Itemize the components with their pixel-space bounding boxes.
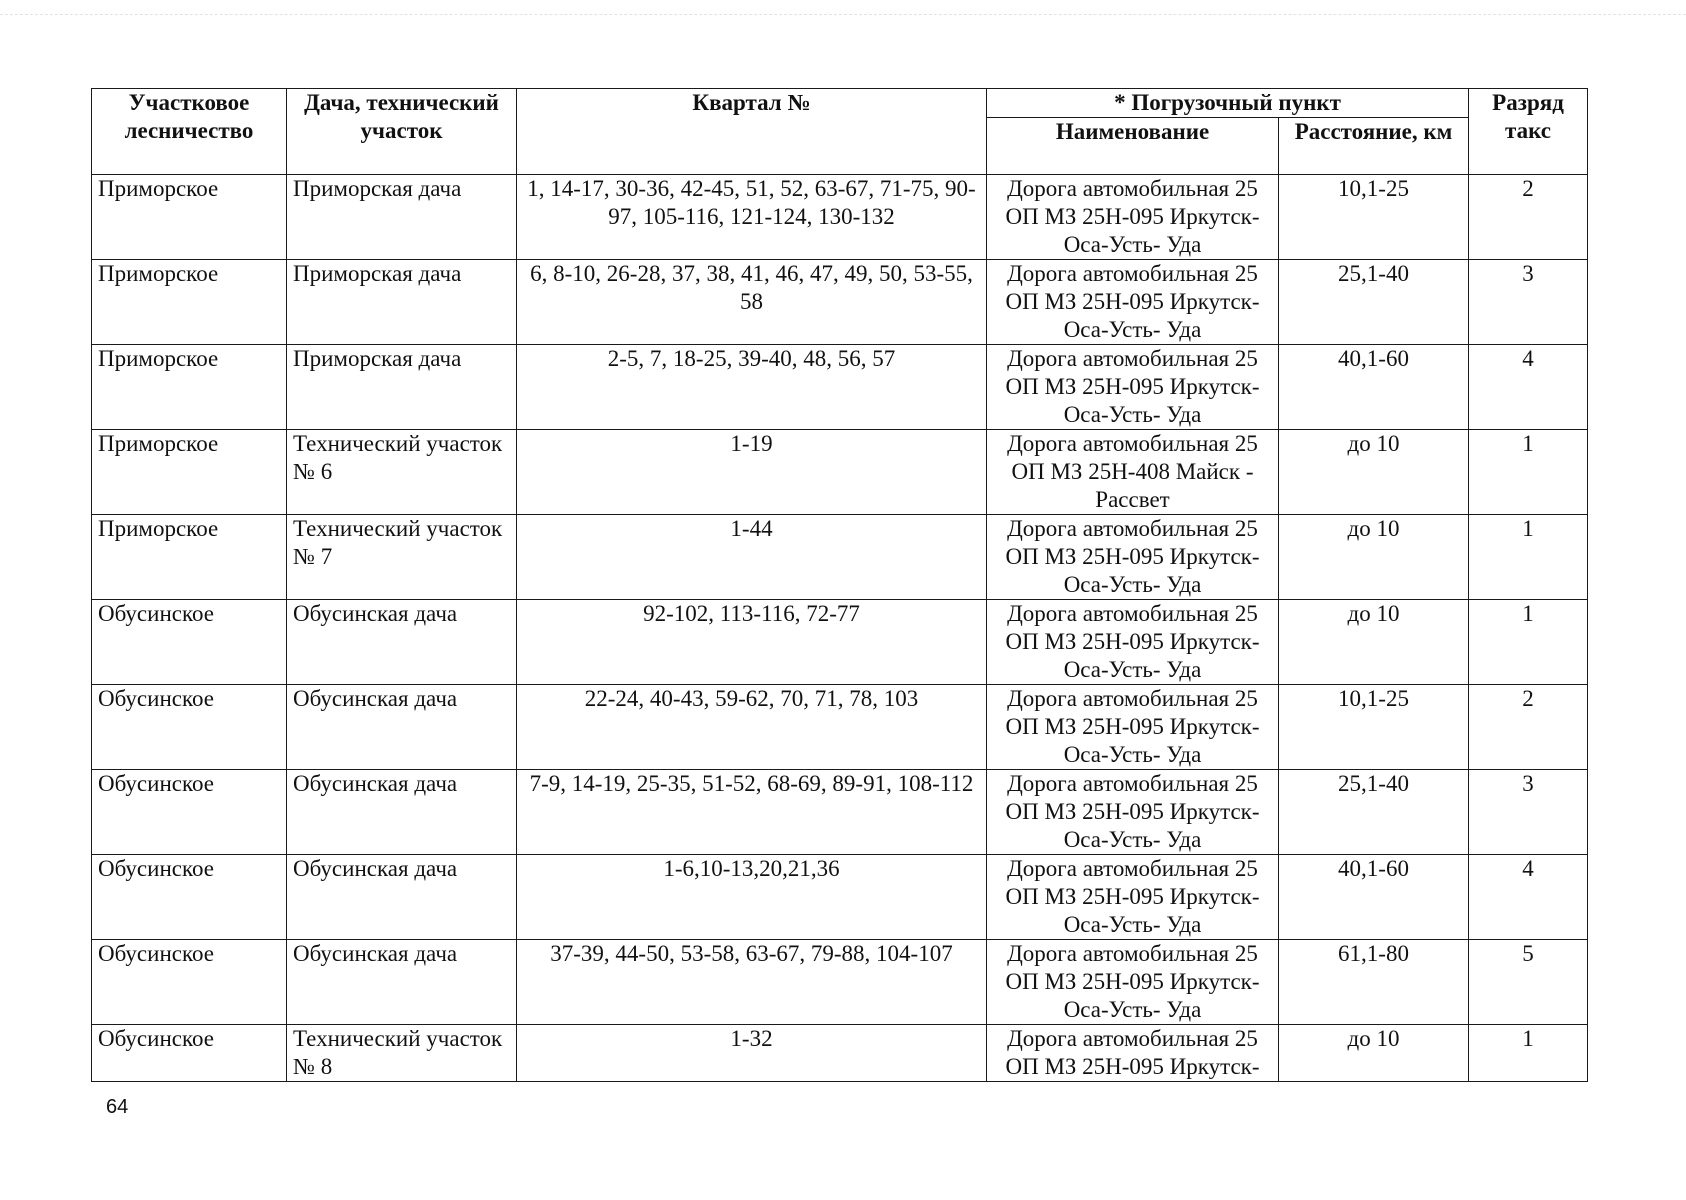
cell-loading-point-name: Дорога автомобильная 25 ОП МЗ 25Н-095 Иркутск-Оса-Усть- Уда (987, 515, 1279, 600)
cell-forestry: Обусинское (92, 1025, 287, 1082)
cell-loading-point-name: Дорога автомобильная 25 ОП МЗ 25Н-095 Иркутск-Оса-Усть- Уда (987, 600, 1279, 685)
cell-rank: 3 (1469, 770, 1588, 855)
header-forestry: Участковое лесничество (92, 89, 287, 175)
cell-rank: 1 (1469, 1025, 1588, 1082)
cell-forestry: Приморское (92, 430, 287, 515)
scan-edge (0, 0, 1686, 15)
cell-loading-point-name: Дорога автомобильная 25 ОП МЗ 25Н-095 Иркутск-Оса-Усть- Уда (987, 175, 1279, 260)
cell-forestry: Обусинское (92, 940, 287, 1025)
name-line: Дорога автомобильная 25 (1007, 1026, 1258, 1051)
cell-distance: до 10 (1279, 600, 1469, 685)
table-row (92, 855, 1588, 940)
cell-kvartal: 1-19 (517, 430, 987, 515)
cell-rank: 2 (1469, 175, 1588, 260)
cell-rank: 4 (1469, 345, 1588, 430)
cell-rank: 4 (1469, 855, 1588, 940)
cell-forestry: Приморское (92, 175, 287, 260)
cell-dacha: Обусинская дача (287, 940, 517, 1025)
cell-forestry: Обусинское (92, 770, 287, 855)
cell-dacha: Обусинская дача (287, 685, 517, 770)
table-row (92, 515, 1588, 600)
cell-rank: 3 (1469, 260, 1588, 345)
cell-dacha: Обусинская дача (287, 855, 517, 940)
table-row (92, 430, 1588, 515)
header-name: Наименование (987, 118, 1279, 175)
cell-dacha: Обусинская дача (287, 770, 517, 855)
cell-distance: до 10 (1279, 430, 1469, 515)
table-row (92, 260, 1588, 345)
cell-kvartal: 37-39, 44-50, 53-58, 63-67, 79-88, 104-107 (517, 940, 987, 1025)
cell-forestry: Обусинское (92, 600, 287, 685)
cell-kvartal: 2-5, 7, 18-25, 39-40, 48, 56, 57 (517, 345, 987, 430)
cell-rank: 1 (1469, 430, 1588, 515)
cell-kvartal: 92-102, 113-116, 72-77 (517, 600, 987, 685)
cell-rank: 2 (1469, 685, 1588, 770)
cell-dacha: Технический участок № 8 (287, 1025, 517, 1082)
cell-distance: 25,1-40 (1279, 770, 1469, 855)
cell-forestry: Приморское (92, 260, 287, 345)
cell-dacha: Приморская дача (287, 345, 517, 430)
table-row (92, 685, 1588, 770)
cell-dacha: Технический участок № 6 (287, 430, 517, 515)
header-kvartal: Квартал № (517, 89, 987, 175)
cell-loading-point-name: Дорога автомобильная 25 ОП МЗ 25Н-095 Иркутск-Оса-Усть- Уда (987, 685, 1279, 770)
cell-dacha: Приморская дача (287, 260, 517, 345)
cell-kvartal: 1, 14-17, 30-36, 42-45, 51, 52, 63-67, 71-75, 90-97, 105-116, 121-124, 130-132 (517, 175, 987, 260)
cell-distance: до 10 (1279, 1025, 1469, 1082)
cell-loading-point-name: Дорога автомобильная 25 ОП МЗ 25Н-095 Иркутск-Оса-Усть- Уда (987, 940, 1279, 1025)
cell-forestry: Обусинское (92, 855, 287, 940)
table-row (92, 770, 1588, 855)
cell-loading-point-name (987, 1025, 1279, 1082)
cell-loading-point-name: Дорога автомобильная 25 ОП МЗ 25Н-095 Иркутск-Оса-Усть- Уда (987, 345, 1279, 430)
cell-forestry: Приморское (92, 345, 287, 430)
cell-distance: 25,1-40 (1279, 260, 1469, 345)
table-row (92, 175, 1588, 260)
cell-loading-point-name: Дорога автомобильная 25 ОП МЗ 25Н-095 Иркутск-Оса-Усть- Уда (987, 770, 1279, 855)
cell-kvartal: 1-6,10-13,20,21,36 (517, 855, 987, 940)
cell-distance: 40,1-60 (1279, 855, 1469, 940)
loading-points-table (91, 88, 1588, 1082)
cell-loading-point-name: Дорога автомобильная 25 ОП МЗ 25Н-095 Иркутск-Оса-Усть- Уда (987, 855, 1279, 940)
cell-distance: 10,1-25 (1279, 685, 1469, 770)
cell-distance: 10,1-25 (1279, 175, 1469, 260)
cell-distance: до 10 (1279, 515, 1469, 600)
header-rank: Разряд такс (1469, 89, 1588, 175)
cell-distance: 61,1-80 (1279, 940, 1469, 1025)
cell-dacha: Приморская дача (287, 175, 517, 260)
cell-dacha: Обусинская дача (287, 600, 517, 685)
header-loading-point: * Погрузочный пункт (987, 89, 1469, 118)
cell-kvartal: 7-9, 14-19, 25-35, 51-52, 68-69, 89-91, 108-112 (517, 770, 987, 855)
cell-distance: 40,1-60 (1279, 345, 1469, 430)
cell-forestry: Обусинское (92, 685, 287, 770)
header-dacha: Дача, технический участок (287, 89, 517, 175)
cell-dacha: Технический участок № 7 (287, 515, 517, 600)
header-distance: Расстояние, км (1279, 118, 1469, 175)
table-row (92, 940, 1588, 1025)
table-body (92, 175, 1588, 1082)
cell-kvartal: 1-32 (517, 1025, 987, 1082)
table-row (92, 345, 1588, 430)
table-row (92, 600, 1588, 685)
cell-rank: 1 (1469, 515, 1588, 600)
table-row (92, 1025, 1588, 1082)
cell-rank: 5 (1469, 940, 1588, 1025)
cell-rank: 1 (1469, 600, 1588, 685)
cell-loading-point-name: Дорога автомобильная 25 ОП МЗ 25Н-095 Иркутск-Оса-Усть- Уда (987, 260, 1279, 345)
name-line: ОП МЗ 25Н-095 Иркутск- (1005, 1054, 1260, 1079)
cell-loading-point-name: Дорога автомобильная 25 ОП МЗ 25Н-408 Майск - Рассвет (987, 430, 1279, 515)
cell-forestry: Приморское (92, 515, 287, 600)
page-number: 64 (106, 1096, 129, 1118)
table-header (92, 89, 1588, 175)
cell-kvartal: 1-44 (517, 515, 987, 600)
cell-kvartal: 6, 8-10, 26-28, 37, 38, 41, 46, 47, 49, 50, 53-55, 58 (517, 260, 987, 345)
cell-kvartal: 22-24, 40-43, 59-62, 70, 71, 78, 103 (517, 685, 987, 770)
